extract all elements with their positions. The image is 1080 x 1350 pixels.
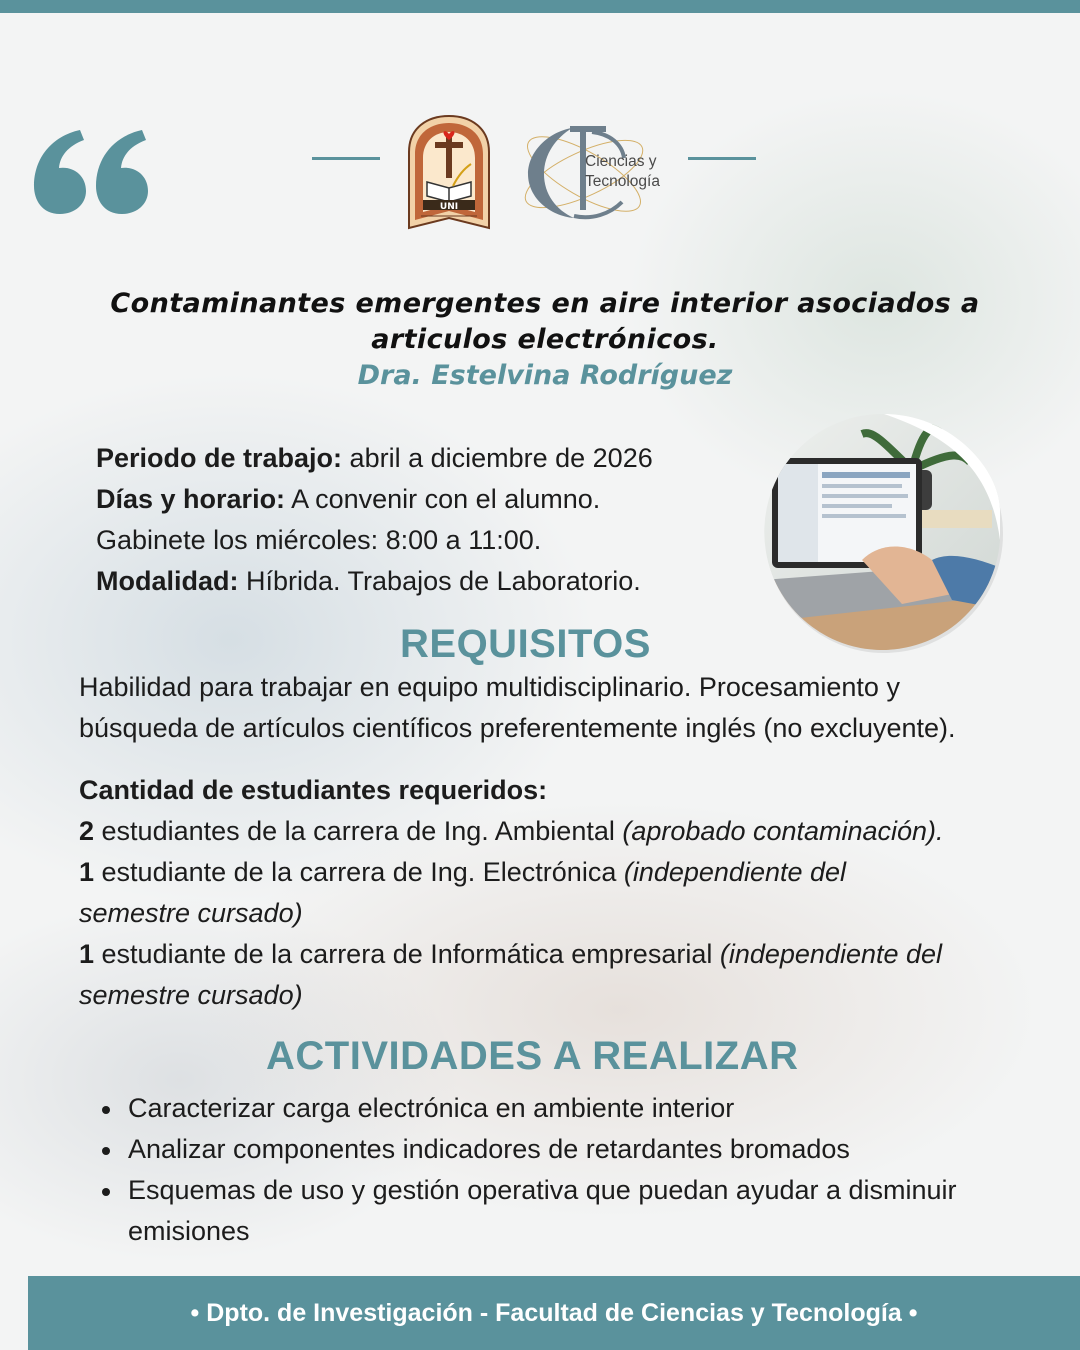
activity-text: Analizar componentes indicadores de retardantes bromados: [128, 1134, 850, 1164]
period-row: [96, 438, 776, 479]
student-count: 2: [79, 816, 95, 846]
list-item: [128, 1088, 1028, 1129]
footer-bar: • Dpto. de Investigación - Facultad de Ciencias y Tecnología •: [28, 1276, 1080, 1350]
header-divider-left: [312, 157, 380, 160]
ct-logo-text-line2: Tecnología: [585, 173, 660, 190]
page-title-line2: articulos electrónicos.: [371, 324, 719, 355]
student-note: semestre cursado): [79, 898, 303, 928]
activity-text: Caracterizar carga electrónica en ambiente interior: [128, 1093, 735, 1123]
header-divider-right: [688, 157, 756, 160]
student-note-continued: [79, 975, 1039, 1016]
schedule-value: A convenir con el alumno.: [285, 484, 601, 514]
laptop-photo-image: [762, 410, 1006, 654]
bullet-icon: [102, 1147, 110, 1155]
bullet-icon: [102, 1106, 110, 1114]
student-count: 1: [79, 939, 95, 969]
page-title-line1: Contaminantes emergentes en aire interior asociados a: [110, 288, 980, 319]
requirements-text: [79, 667, 1039, 749]
info-block: [96, 438, 776, 602]
list-item: [128, 1170, 1028, 1211]
activity-text: emisiones: [128, 1216, 250, 1246]
title-block: [60, 286, 1030, 394]
requirements-line2: búsqueda de artículos científicos preferentemente inglés (no excluyente).: [79, 713, 956, 743]
uni-logo-text: UNI: [439, 202, 459, 212]
mode-row: [96, 561, 776, 602]
uni-logo-icon: [403, 112, 495, 232]
student-note: (aprobado contaminación).: [622, 816, 944, 846]
students-block: [79, 770, 1039, 1016]
period-label: Periodo de trabajo:: [96, 443, 343, 473]
student-note: semestre cursado): [79, 980, 303, 1010]
students-label: Cantidad de estudiantes requeridos:: [79, 775, 548, 805]
activities-list: [128, 1088, 1028, 1252]
activity-text: Esquemas de uso y gestión operativa que puedan ayudar a disminuir: [128, 1175, 957, 1205]
list-item: [128, 1129, 1028, 1170]
author-name: Dra. Estelvina Rodríguez: [357, 360, 733, 391]
student-item: [79, 852, 1039, 893]
period-value: abril a diciembre de 2026: [342, 443, 653, 473]
list-item-continued: [128, 1211, 1028, 1252]
schedule-row-2: Gabinete los miércoles: 8:00 a 11:00.: [96, 525, 542, 555]
student-text: estudiantes de la carrera de Ing. Ambiental: [94, 816, 623, 846]
bullet-icon: [102, 1188, 110, 1196]
activities-heading: ACTIVIDADES A REALIZAR: [266, 1034, 799, 1078]
quote-mark-icon: [28, 118, 158, 228]
student-text: estudiante de la carrera de Ing. Electrónica: [94, 857, 624, 887]
student-note-continued: [79, 893, 1039, 934]
requirements-line1: Habilidad para trabajar en equipo multidisciplinario. Procesamiento y: [79, 672, 900, 702]
student-item: [79, 934, 1039, 975]
mode-value: Híbrida. Trabajos de Laboratorio.: [238, 566, 641, 596]
ct-logo-text-line1: Ciencias y: [585, 153, 657, 170]
student-text: estudiante de la carrera de Informática empresarial: [94, 939, 720, 969]
requirements-heading: REQUISITOS: [400, 622, 651, 666]
student-note: (independiente del: [719, 939, 943, 969]
schedule-row: [96, 479, 776, 520]
student-count: 1: [79, 857, 95, 887]
student-note: (independiente del: [623, 857, 847, 887]
top-accent-bar: [0, 0, 1080, 13]
schedule-label: Días y horario:: [96, 484, 286, 514]
student-item: [79, 811, 1039, 852]
mode-label: Modalidad:: [96, 566, 239, 596]
